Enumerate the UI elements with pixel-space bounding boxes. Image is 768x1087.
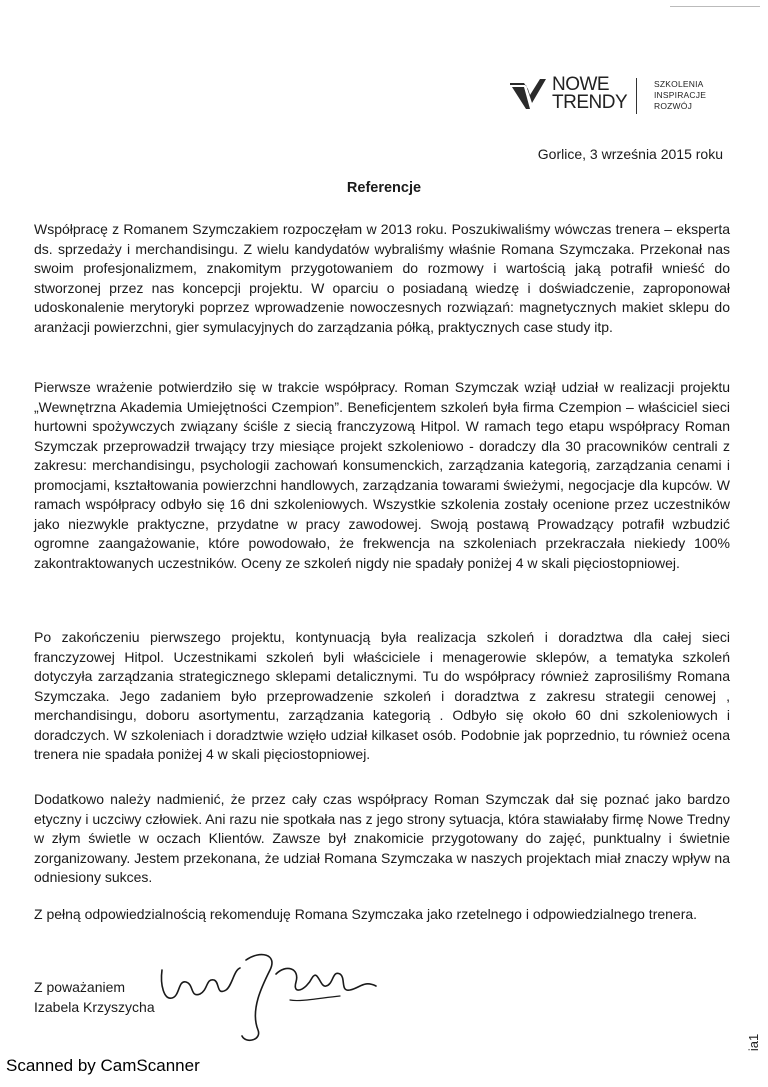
logo-tag-line3: ROZWÓJ bbox=[654, 101, 693, 111]
company-logo bbox=[510, 76, 710, 124]
paragraph-1: Współpracę z Romanem Szymczakiem rozpoczęłam w 2013 roku. Poszukiwaliśmy wówczas trenera – eksperta ds. sprzedaży i merchandisingu. Z wielu kandydatów wybraliśmy właśnie Romana Szymczaka. Przekonał nas swoim profesjonalizmem, znakomitym przygotowaniem do rozmowy i wartością jaką potrafił wnieść do stworzonej przez nas koncepcji projektu. W oparciu o posiadaną wiedzę i doświadczenie, zaproponował udoskonalenie merytoryki poprzez wprowadzenie nowoczesnych rozwiązań: magnetycznych makiet sklepu do aranżacji powierzchni, gier symulacyjnych do zarządzania półką, praktycznych case study itp. bbox=[34, 221, 730, 335]
paragraph-5: Z pełną odpowiedzialnością rekomenduję Romana Szymczaka jako rzetelnego i odpowiedzialnego trenera. bbox=[34, 906, 698, 922]
paragraph-4: Dodatkowo należy nadmienić, że przez cały czas współpracy Roman Szymczak dał się poznać jako bardzo etyczny i uczciwy człowiek. Ani razu nie spotkała nas z jego strony sytuacja, która stawiałaby firmę Nowe Tredny w złym świetle w oczach Klientów. Zawsze był znakomicie przygotowany do zajęć, punktualny i świetnie zorganizowany. Jestem przekonana, że udział Romana Szymczaka w naszych projektach miał znaczy wpływ na odniesiony sukces. bbox=[34, 791, 730, 885]
paragraph-2: Pierwsze wrażenie potwierdziło się w trakcie współpracy. Roman Szymczak wziął udział w realizacji projektu „Wewnętrzna Akademia Umiejętności Czempion”. Beneficjentem szkoleń była firma Czempion – właściciel sieci hurtowni spożywczych związany ściśle z siecią franczyzową Hitpol. W ramach tego etapu współpracy Roman Szymczak przeprowadził trwający trzy miesiące projekt szkoleniowo - doradczy dla 30 pracowników centrali z zakresu: merchandisingu, psychologii zachowań konsumenckich, zarządzania kategorią, zarządzania cenami i promocjami, kształtowania powierzchni handlowych, zarządzania towarami świeżymi, negocjacje dla kupców. W ramach współpracy odbyło się 16 dni szkoleniowych. Wszystkie szkolenia zostały ocenione przez uczestników jako niezwykle praktyczne, przydatne w pracy zawodowej. Swoją postawą Prowadzący potrafił wzbudzić ogromne zaangażowanie, które powodowało, że frekwencja na szkoleniach przekraczała niekiedy 100% zakontraktowanych uczestników. Oceny ze szkoleń nigdy nie spadały poniżej 4 w skali pięciostopniowej. bbox=[34, 379, 730, 571]
logo-name-line1: NOWE bbox=[552, 74, 610, 95]
logo-tag-line2: INSPIRACJE bbox=[654, 90, 707, 100]
letter-title: Referencje bbox=[346, 180, 422, 196]
closing-block bbox=[34, 977, 155, 1017]
logo-arrow-icon bbox=[510, 79, 548, 113]
page-edge-mark: ia1 bbox=[745, 1033, 761, 1052]
scan-edge-line bbox=[670, 6, 760, 7]
logo-name bbox=[552, 76, 627, 112]
logo-divider bbox=[636, 78, 637, 114]
logo-name-line2: TRENDY bbox=[552, 92, 628, 113]
signer-name: Izabela Krzyszycha bbox=[34, 999, 155, 1015]
paragraph-3: Po zakończeniu pierwszego projektu, kontynuacją była realizacja szkoleń i doradztwa dla całej sieci franczyzowej Hitpol. Uczestnikami szkoleń byli właściciele i menagerowie sklepów, a tematyka szkoleń dotyczyła zarządzania strategicznego sklepami detalicznymi. Tu do współpracy również zaprosiliśmy Romana Szymczaka. Jego zadaniem było przeprowadzenie szkoleń i doradztwa z zakresu strategii cenowej , merchandisingu, doboru asortymentu, zarządzania kategorią . Odbyło się około 60 dni szkoleniowych i doradczych. W szkoleniach i doradztwie wzięło udział kilkaset osób. Podobnie jak poprzednio, tu również ocena trenera nie spadała poniżej 4 w skali pięciostopniowej. bbox=[34, 629, 730, 762]
logo-tag-line1: SZKOLENIA bbox=[654, 79, 704, 89]
place-date: Gorlice, 3 września 2015 roku bbox=[537, 146, 723, 162]
closing-greeting: Z poważaniem bbox=[34, 979, 126, 995]
handwritten-signature bbox=[150, 940, 390, 1050]
logo-tagline bbox=[654, 79, 706, 112]
scanner-watermark: Scanned by CamScanner bbox=[6, 1056, 200, 1075]
